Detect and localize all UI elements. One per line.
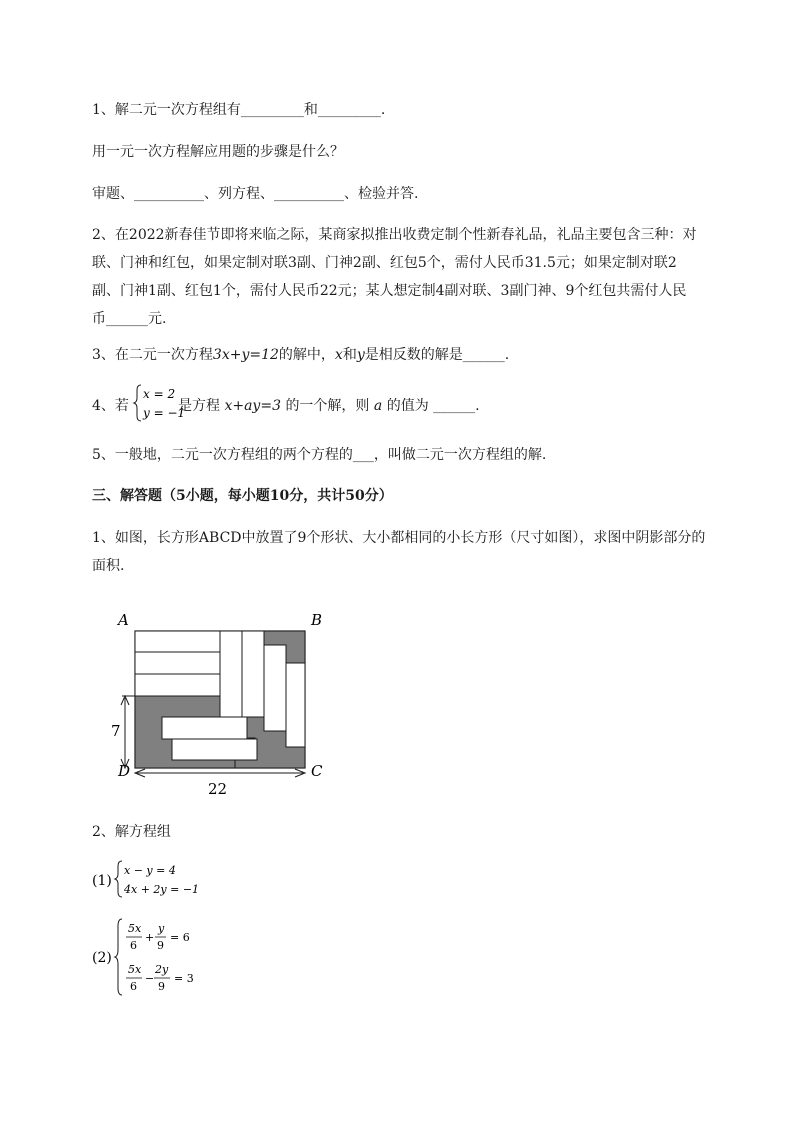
question-2-line-2: 联、门神和红包，如果定制对联3副、门神2副、红包5个，需付人民币31.5元；如果定制对联2 [92,255,677,271]
question-3-y: y [356,347,365,363]
small-rect-8 [162,717,247,739]
question-4-sys-2: y = −1 [143,406,186,420]
problem-1-line-1: 1、如图，长方形ABCD中放置了9个形状、大小都相同的小长方形（尺寸如图），求图中阴影部分的 [92,530,706,546]
eq1-num-1: 5x [128,922,142,935]
question-2-line-3: 副、门神1副、红包1个，需付人民币22元；某人想定制4副对联、3副门神、9个红包共需付人民 [92,283,687,299]
question-2-line-4: 币______元. [92,311,167,327]
part-1-eq-2: 4x + 2y = −1 [124,883,200,896]
question-4-system [132,383,186,423]
question-1-prompt: 用一元一次方程解应用题的步骤是什么？ [92,144,344,160]
eq2-num-2: 2y [155,963,169,976]
brace-icon [115,919,122,995]
problem-2: 2、解方程组 [92,824,171,840]
width-label: 22 [208,780,228,798]
question-3-suffix: 是相反数的解是______. [364,347,510,363]
brace-icon [134,385,141,421]
eq1-den-1: 6 [130,939,137,952]
vertex-C: C [311,762,323,780]
question-2-line-1: 2、在2022新春佳节即将来临之际，某商家拟推出收费定制个性新春礼品，礼品主要包含三种：对 [92,227,697,243]
small-rect-9 [172,739,257,760]
problem-2-part-1 [92,858,212,900]
question-4-suffix: 的值为 ______. [386,398,480,414]
eq1-op: + [145,931,155,944]
question-1-steps: 审题、__________、列方程、__________、检验并答. [92,186,419,202]
question-1: 1、解二元一次方程组有_________和_________. [92,102,386,118]
eq2-den-2: 9 [158,980,165,993]
question-3-mid: 的解中， [278,347,335,363]
rectangle-figure [105,605,335,805]
question-4-rest [178,396,480,416]
eq1-num-2: y [158,922,165,935]
section-3-heading: 三、解答题（5小题，每小题10分，共计50分） [92,488,393,504]
height-label: 7 [111,722,121,740]
eq2-op: − [145,972,155,985]
small-rect-5 [242,631,264,717]
question-4-prefix: 4、若 [92,398,129,414]
question-3 [92,345,509,365]
eq1-rhs: = 6 [170,931,190,944]
small-rect-6 [264,645,286,731]
question-4-equation: x+ay=3 [224,398,281,414]
problem-2-part-2 [92,916,222,998]
question-4-mid: 是方程 [178,398,220,414]
problem-1 [92,524,742,580]
question-3-x: x [334,347,343,363]
small-rect-4 [220,631,242,717]
small-rect-1 [135,631,220,652]
question-2 [92,221,742,333]
part-2-label: (2) [92,950,112,966]
question-3-equation: 3x+y=12 [212,347,279,363]
vertex-A: A [118,611,129,629]
part-1-label: (1) [92,873,112,889]
part-1-eq-1: x − y = 4 [124,864,176,877]
small-rect-2 [135,652,220,674]
question-4-mid-2: 的一个解，则 [285,398,370,414]
question-4-a: a [373,398,383,414]
vertex-D: D [118,762,131,780]
brace-icon [115,861,122,897]
eq2-num-1: 5x [128,963,142,976]
eq2-den-1: 6 [130,980,137,993]
question-3-and: 和 [342,347,357,363]
eq1-den-2: 9 [157,939,164,952]
small-rect-3 [135,674,220,696]
small-rect-7 [286,663,305,747]
question-4-sys-1: x = 2 [143,387,176,401]
vertex-B: B [311,611,323,629]
question-5: 5、一般地，二元一次方程组的两个方程的___，叫做二元一次方程组的解. [92,447,547,463]
eq2-rhs: = 3 [174,972,194,985]
question-3-prefix: 3、在二元一次方程 [92,347,213,363]
problem-1-line-2: 面积. [92,558,125,574]
